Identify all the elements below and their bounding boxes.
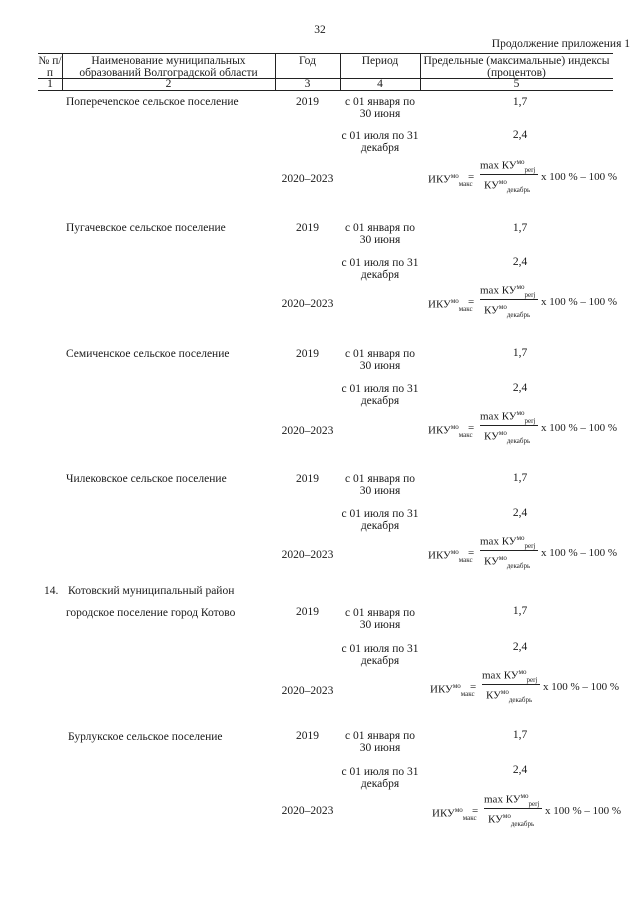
period-first-half: с 01 января по 30 июня bbox=[345, 730, 415, 754]
settlement-name: городское поселение город Котово bbox=[66, 607, 236, 619]
period-first-half: с 01 января по 30 июня bbox=[345, 96, 415, 120]
year-range: 2020–2023 bbox=[281, 425, 334, 437]
period-second-half: с 01 июля по 31 декабря bbox=[341, 508, 419, 532]
index-second-half: 2,4 bbox=[512, 641, 528, 653]
period-first-half: с 01 января по 30 июня bbox=[345, 222, 415, 246]
year-2019: 2019 bbox=[296, 348, 319, 360]
index-second-half: 2,4 bbox=[512, 764, 528, 776]
year-range: 2020–2023 bbox=[281, 805, 334, 817]
period-first-half: с 01 января по 30 июня bbox=[345, 348, 415, 372]
header-num-5: 5 bbox=[513, 78, 520, 90]
index-first-half: 1,7 bbox=[512, 347, 528, 359]
index-first-half: 1,7 bbox=[512, 222, 528, 234]
period-second-half: с 01 июля по 31 декабря bbox=[341, 257, 419, 281]
district-name: Котовский муниципальный район bbox=[68, 585, 235, 597]
year-range: 2020–2023 bbox=[281, 298, 334, 310]
header-num-2: 2 bbox=[165, 78, 172, 90]
settlement-name: Поперечеnское сельское поселение bbox=[66, 96, 239, 108]
index-first-half: 1,7 bbox=[512, 96, 528, 108]
year-2019: 2019 bbox=[296, 606, 319, 618]
index-second-half: 2,4 bbox=[512, 129, 528, 141]
continuation-label: Продолжение приложения 1 bbox=[491, 38, 630, 50]
index-formula: $ИКУ^{мо}_{макс}$ = $\max КУ^{мо}_{perj}$ $КУ^{мо}_{декабрь}$ х 100 % – 100 % bbox=[428, 158, 618, 194]
year-2019: 2019 bbox=[296, 222, 319, 234]
index-formula: $ИКУ^{мо}_{макс}$ = $\max КУ^{мо}_{perj}$ $КУ^{мо}_{декабрь}$ х 100 % – 100 % bbox=[428, 534, 618, 570]
settlement-name: Бурлукское сельское поселение bbox=[68, 731, 223, 743]
index-formula: $ИКУ^{мо}_{макс}$ = $\max КУ^{мо}_{perj}$ $КУ^{мо}_{декабрь}$ х 100 % – 100 % bbox=[428, 283, 618, 319]
year-range: 2020–2023 bbox=[281, 173, 334, 185]
header-col-year: Год bbox=[299, 55, 316, 67]
year-2019: 2019 bbox=[296, 96, 319, 108]
header-col-name: Наименование муниципальных образований Волгоградской области bbox=[79, 55, 258, 79]
header-col-index: Предельные (максимальные) индексы (процентов) bbox=[423, 55, 610, 79]
header-num-1: 1 bbox=[47, 78, 53, 90]
header-num-4: 4 bbox=[377, 78, 383, 90]
index-second-half: 2,4 bbox=[512, 256, 528, 268]
header-bottom-rule bbox=[38, 90, 613, 91]
header-num-3: 3 bbox=[304, 78, 311, 90]
period-second-half: с 01 июля по 31 декабря bbox=[341, 643, 419, 667]
header-col-period: Период bbox=[361, 55, 399, 67]
index-second-half: 2,4 bbox=[512, 507, 528, 519]
period-second-half: с 01 июля по 31 декабря bbox=[341, 766, 419, 790]
index-first-half: 1,7 bbox=[512, 729, 528, 741]
index-formula: $ИКУ^{мо}_{макс}$ = $\max КУ^{мо}_{perj}$ $КУ^{мо}_{декабрь}$ х 100 % – 100 % bbox=[432, 792, 622, 828]
settlement-name: Чилековское сельское поселение bbox=[66, 473, 227, 485]
index-second-half: 2,4 bbox=[512, 382, 528, 394]
period-second-half: с 01 июля по 31 декабря bbox=[341, 383, 419, 407]
index-formula: $ИКУ^{мо}_{макс}$ = $\max КУ^{мо}_{perj}$ $КУ^{мо}_{декабрь}$ х 100 % – 100 % bbox=[430, 668, 620, 704]
index-formula: $ИКУ^{мо}_{макс}$ = $\max КУ^{мо}_{perj}$ $КУ^{мо}_{декабрь}$ х 100 % – 100 % bbox=[428, 409, 618, 445]
index-first-half: 1,7 bbox=[512, 472, 528, 484]
year-range: 2020–2023 bbox=[281, 685, 334, 697]
year-2019: 2019 bbox=[296, 473, 319, 485]
settlement-name: Семиченское сельское поселение bbox=[66, 348, 230, 360]
page-number: 32 bbox=[314, 24, 326, 36]
period-first-half: с 01 января по 30 июня bbox=[345, 607, 415, 631]
header-top-rule bbox=[38, 53, 613, 54]
header-col-number: № п/п bbox=[38, 55, 62, 79]
year-2019: 2019 bbox=[296, 730, 319, 742]
period-first-half: с 01 января по 30 июня bbox=[345, 473, 415, 497]
period-second-half: с 01 июля по 31 декабря bbox=[341, 130, 419, 154]
district-number: 14. bbox=[44, 585, 59, 597]
year-range: 2020–2023 bbox=[281, 549, 334, 561]
index-first-half: 1,7 bbox=[512, 605, 528, 617]
settlement-name: Пугачевское сельское поселение bbox=[66, 222, 226, 234]
